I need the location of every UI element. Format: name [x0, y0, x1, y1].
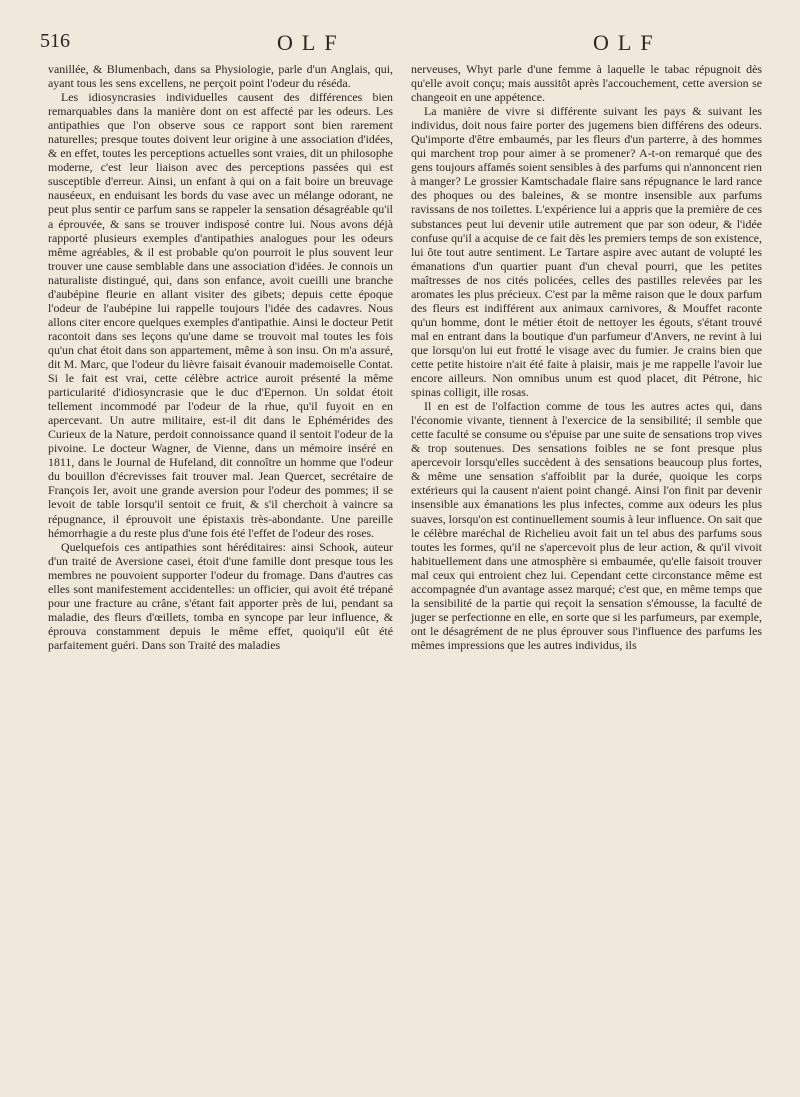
paragraph: nerveuses, Whyt parle d'une femme à laquelle le tabac répugnoit dès qu'elle avoit conçu; mais aussitôt après l'accouchement, cette aversion se changeoit en une appétence.	[411, 62, 762, 105]
left-text-column	[48, 62, 393, 652]
paragraph: vanillée, & Blumenbach, dans sa Physiologie, parle d'un Anglais, qui, ayant tous les sens excellens, ne perçoit point l'odeur du réséda.	[48, 62, 393, 91]
paragraph: Il en est de l'olfaction comme de tous les autres actes qui, dans l'économie vivante, tiennent à l'exercice de la sensibilité; il semble que cette faculté se consume ou s'épuise par une suite de sensations trop vives & trop soutenues. Des sensations foibles ne se font presque plus apercevoir lorsqu'elles succèdent à des sensations beaucoup plus fortes, & même une sensation s'affoiblit par la durée, quoique les corps extérieurs qui la causent n'aient point changé. Ainsi l'on finit par devenir insensible aux émanations les plus infectes, comme aux odeurs les plus suaves, lorsqu'on est continuellement soumis à leur influence. On sait que le célèbre maréchal de Richelieu avoit fait un tel abus des parfums sous toutes les formes, qu'il ne s'apercevoit plus de leur action, & qu'il vivoit habituellement dans une atmosphère si embaumée, qu'elle faisoit trouver mal ceux qui entroient chez lui. Cependant cette circonstance même est accompagnée d'un avantage assez marqué; c'est que, en même temps que la sensibilité de la partie qui reçoit la sensation s'émousse, la faculté de juger se perfectionne en elle, en sorte que si les parfumeurs, par exemple, ont le désagrément de ne plus éprouver sous l'influence des parfums les mêmes impressions que les autres individus, ils	[411, 399, 762, 652]
paragraph: Quelquefois ces antipathies sont héréditaires: ainsi Schook, auteur d'un traité de Aversione casei, étoit d'une famille dont presque tous les membres ne pouvoient supporter l'odeur du fromage. Dans d'autres cas elles sont manifestement accidentelles: un officier, qui avoit été trépané pour une fracture au crâne, s'étant fait apporter près de lui, pendant sa maladie, des fleurs d'œillets, tomba en syncope par leur influence, & éprouva constamment depuis le même effet, quoiqu'il eût été parfaitement guéri. Dans son Traité des maladies	[48, 539, 393, 652]
page-header	[40, 30, 760, 60]
running-headword-right: OLF	[593, 30, 662, 55]
paragraph: Les idiosyncrasies individuelles causent des différences bien remarquables dans la manière dont on est affecté par les odeurs. Les antipathies que l'on observe sous ce rapport sont bien rarement naturelles; presque toutes doivent leur origine à une association d'idées, & en effet, toutes les perceptions actuelles sont vraies, dit un philosophe moderne, c'est leur liaison avec des perceptions passées qui est susceptible d'erreur. Ainsi, un enfant à qui on a fait boire un breuvage nauséeux, en enduisant les bords du vase avec un mélange odorant, ne peut plus sentir ce parfum sans se rappeler la sensation désagréable qu'il a éprouvée, & sans se trouver indisposé contre lui. Nous avons déjà rapporté plusieurs exemples d'antipathies analogues pour les odeurs même agréables, & il est probable qu'on pourroit le plus souvent leur trouver une cause semblable dans une association d'idées. Je connois un naturaliste distingué, qui, dans son enfance, avoit cueilli une branche d'aubépine fleurie en allant visiter des gibets; depuis cette époque l'odeur de l'aubépine lui rappelle toujours l'idée des cadavres. Nous allons citer encore quelques exemples d'antipathie. Ainsi le docteur Petit racontoit dans ses leçons qu'une dame se trouvoit mal toutes les fois qu'un chat étoit dans son appartement, même à son insu. On m'a assuré, dit M. Marc, que l'odeur du lièvre faisait évanouir mademoiselle Contat. Si le fait est vrai, cette célèbre actrice auroit présenté la même particularité d'idiosyncrasie que le duc d'Epernon. Un soldat étoit tellement incommodé par l'odeur de la rhue, qu'il fuyoit en en apercevant. Un autre militaire, est-il dit dans le Ephémérides des Curieux de la Nature, perdoit connoissance quand il sentoit l'odeur de la pivoine. Le docteur Wagner, de Vienne, dans un mémoire inséré en 1811, dans le Journal de Hufeland, dit connoître un homme que l'odeur du bouillon d'écrevisses fait trouver mal. Jean Quercet, secrétaire de François Ier, avoit une grande aversion pour l'odeur des pommes; il se levoit de table lorsqu'il sentoit ce fruit, & s'il cherchoit à vaincre sa répugnance, il éprouvoit une épistaxis très-abondante. Une pareille hémorrhagie a du reste plus d'une fois été l'effet de l'odeur des roses.	[48, 90, 393, 540]
paragraph: La manière de vivre si différente suivant les pays & suivant les individus, doit nous faire porter des jugemens bien différens des odeurs. Qu'importe d'être embaumés, par les fleurs d'un parterre, à des hommes qui marchent trop pour aimer à se promener? A-t-on remarqué que des gens toujours affamés soient sensibles à des parfums qui n'annoncent rien à manger? Le grossier Kamtschadale flaire sans répugnance le lard rance des phoques ou des baleines, & se montre insensible aux parfums ravissans de nos toilettes. L'expérience lui a appris que la première de ces substances peut lui devenir utile autrement que par son odeur, & l'idée confuse qu'il a acquise de ce fait dès les premiers temps de son existence, lui ôte tout autre sentiment. Le Tartare aspire avec autant de volupté les émanations d'un quartier puant d'un cheval pourri, que les petites maîtresses de nos cités policées, celles des pastilles relevées par les aromates les plus précieux. C'est par la même raison que le doux parfum des fleurs est indifférent aux animaux carnivores, & Mouffet raconte qu'un homme, dont le métier étoit de nettoyer les égouts, s'étant trouvé mal en entrant dans la boutique d'un parfumeur d'Anvers, ne revint à lui que lorsqu'on lui eut frotté le visage avec du fumier. Je crains bien que cette petite histoire n'ait été faite à plaisir, mais je me rappelle l'avoir lue encore ailleurs. Non omnibus unum est quod placet, dit Pétrone, hic spinas colligit, ille rosas.	[411, 104, 762, 400]
running-headword-left: OLF	[277, 30, 346, 55]
page-number: 516	[40, 30, 70, 52]
right-text-column	[411, 62, 762, 652]
